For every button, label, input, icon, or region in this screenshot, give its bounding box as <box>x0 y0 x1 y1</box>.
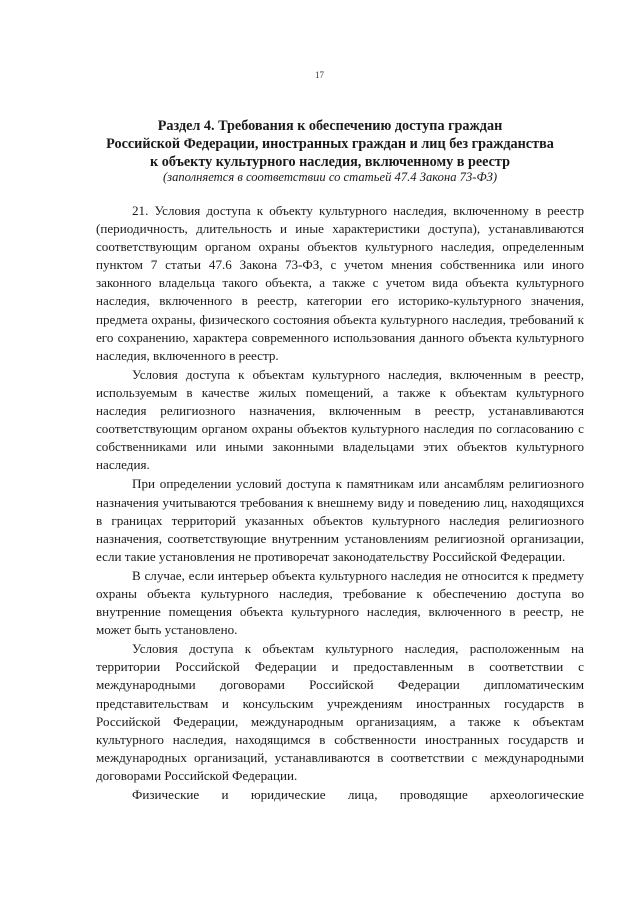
section-heading-line-3: к объекту культурного наследия, включенному в реестр <box>150 154 510 170</box>
section-heading-line-1: Раздел 4. Требования к обеспечению доступа граждан <box>157 118 503 134</box>
paragraph-residential-religious-access: Условия доступа к объектам культурного наследия, включенным в реестр, используемым в качестве жилых помещений, а также к объектам культурного наследия религиозного назначения, включенным в реестр, устанавливаются соответствующим органом охраны объектов культурного наследия по согласованию с собственниками или иными законными владельцами этих объектов культурного наследия. <box>96 366 584 473</box>
section-note: (заполняется в соответствии со статьей 47.4 Закона 73-ФЗ) <box>162 170 498 184</box>
body-text <box>96 202 584 805</box>
section-heading-line-2: Российской Федерации, иностранных граждан и лиц без гражданства <box>106 136 554 152</box>
paragraph-21-access-conditions: 21. Условия доступа к объекту культурного наследия, включенному в реестр (периодичность, длительность и иные характеристики доступа), устанавливаются соответствующим органом охраны объектов культурного наследия, определенным пунктом 7 статьи 47.6 Закона 73-ФЗ, с учетом мнения собственника или иного законного владельца такого объекта, а также с учетом вида объекта культурного наследия, включенного в реестр, категории его историко-культурного значения, предмета охраны, физического состояния объекта культурного наследия, требований к его сохранению, характера современного использования данного объекта культурного наследия, включенного в реестр. <box>96 203 584 363</box>
section-heading <box>60 117 600 171</box>
page-number: 17 <box>315 70 324 80</box>
paragraph-interior-not-protected: В случае, если интерьер объекта культурного наследия не относится к предмету охраны объекта культурного наследия, требование к обеспечению доступа во внутренние помещения объекта культурного наследия, включенного в реестр, не может быть установлено. <box>96 567 584 638</box>
paragraph-diplomatic-objects-access: Условия доступа к объектам культурного наследия, расположенным на территории Российской Федерации и предоставленным в соответствии с международными договорами Российской Федерации дипломатическим представительствам и консульским учреждениям иностранных государств в Российской Федерации, международным организациям, а также к объектам культурного наследия, находящимся в собственности иностранных государств и международных организаций, устанавливаются в соответствии с международными договорами Российской Федерации. <box>96 641 584 783</box>
paragraph-archaeological-persons: Физические и юридические лица, проводящие археологические <box>132 787 584 802</box>
paragraph-religious-monuments-requirements: При определении условий доступа к памятникам или ансамблям религиозного назначения учитываются требования к внешнему виду и поведению лиц, находящихся в границах территорий указанных объектов культурного наследия религиозного назначения, соответствующие внутренним установлениям религиозной организации, если такие установления не противоречат законодательству Российской Федерации. <box>96 476 584 564</box>
